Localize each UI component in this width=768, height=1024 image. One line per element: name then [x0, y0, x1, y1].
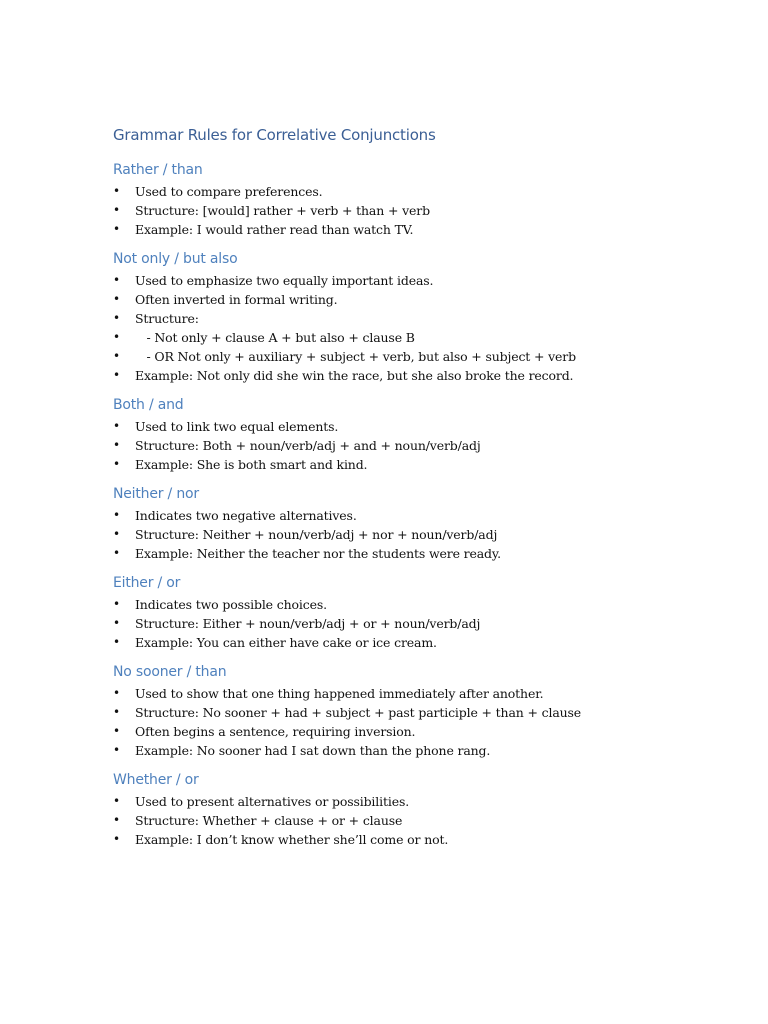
- bullet-list: [113, 506, 733, 563]
- section-heading: Rather / than: [113, 162, 203, 178]
- list-item: [113, 741, 733, 760]
- bullet-icon: •: [113, 597, 120, 611]
- bullet-icon: •: [113, 184, 120, 198]
- bullet-icon: •: [113, 368, 120, 382]
- section-heading: Both / and: [113, 397, 184, 413]
- bullet-icon: •: [113, 311, 120, 325]
- list-item-text: Often begins a sentence, requiring inversion.: [135, 724, 416, 739]
- list-item: [113, 417, 733, 436]
- section-heading: Either / or: [113, 575, 181, 591]
- list-item-text: Example: You can either have cake or ice cream.: [135, 635, 437, 650]
- bullet-icon: •: [113, 457, 120, 471]
- bullet-icon: •: [113, 724, 120, 738]
- list-item: [113, 347, 733, 366]
- bullet-icon: •: [113, 419, 120, 433]
- bullet-icon: •: [113, 527, 120, 541]
- list-item-text: Used to present alternatives or possibilities.: [135, 794, 410, 809]
- list-item-text: Indicates two possible choices.: [135, 597, 327, 612]
- list-item-text: Indicates two negative alternatives.: [135, 508, 357, 523]
- bullet-icon: •: [113, 203, 120, 217]
- list-item: [113, 684, 733, 703]
- list-item-text: Structure: Neither + noun/verb/adj + nor + noun/verb/adj: [135, 527, 498, 542]
- sections-container: [113, 160, 733, 849]
- bullet-icon: •: [113, 222, 120, 236]
- section-heading: Not only / but also: [113, 251, 238, 267]
- bullet-icon: •: [113, 438, 120, 452]
- section: [113, 395, 733, 474]
- list-item: [113, 722, 733, 741]
- section: [113, 573, 733, 652]
- bullet-icon: •: [113, 546, 120, 560]
- list-item: [113, 366, 733, 385]
- list-item: [113, 220, 733, 239]
- list-item-text: Structure: No sooner + had + subject + past participle + than + clause: [135, 705, 582, 720]
- list-item: [113, 290, 733, 309]
- bullet-icon: •: [113, 743, 120, 757]
- section-heading: Neither / nor: [113, 486, 199, 502]
- list-item: [113, 595, 733, 614]
- section-heading: Whether / or: [113, 772, 199, 788]
- list-item-text: Structure: Whether + clause + or + clause: [135, 813, 403, 828]
- section: [113, 160, 733, 239]
- bullet-icon: •: [113, 349, 120, 363]
- list-item-text: Used to link two equal elements.: [135, 419, 339, 434]
- list-item: [113, 525, 733, 544]
- list-item-text: Used to emphasize two equally important ideas.: [135, 273, 434, 288]
- list-item-text: Example: Not only did she win the race, but she also broke the record.: [135, 368, 574, 383]
- bullet-list: [113, 417, 733, 474]
- list-item-text: - Not only + clause A + but also + clause B: [135, 330, 415, 345]
- bullet-icon: •: [113, 292, 120, 306]
- section-heading: No sooner / than: [113, 664, 227, 680]
- document-title: Grammar Rules for Correlative Conjunctions: [113, 126, 436, 144]
- list-item-text: Structure: [would] rather + verb + than + verb: [135, 203, 430, 218]
- bullet-list: [113, 792, 733, 849]
- list-item-text: Example: She is both smart and kind.: [135, 457, 368, 472]
- section: [113, 249, 733, 385]
- document-page: [113, 124, 733, 859]
- list-item: [113, 506, 733, 525]
- list-item-text: - OR Not only + auxiliary + subject + verb, but also + subject + verb: [135, 349, 576, 364]
- list-item: [113, 703, 733, 722]
- bullet-icon: •: [113, 508, 120, 522]
- list-item-text: Structure: Both + noun/verb/adj + and + noun/verb/adj: [135, 438, 481, 453]
- list-item: [113, 614, 733, 633]
- list-item: [113, 201, 733, 220]
- list-item: [113, 811, 733, 830]
- bullet-list: [113, 182, 733, 239]
- bullet-icon: •: [113, 273, 120, 287]
- list-item-text: Used to compare preferences.: [135, 184, 323, 199]
- section: [113, 662, 733, 760]
- list-item: [113, 309, 733, 328]
- list-item: [113, 328, 733, 347]
- bullet-icon: •: [113, 832, 120, 846]
- section: [113, 484, 733, 563]
- list-item: [113, 182, 733, 201]
- list-item-text: Example: I would rather read than watch TV.: [135, 222, 414, 237]
- bullet-icon: •: [113, 330, 120, 344]
- list-item-text: Structure: Either + noun/verb/adj + or + noun/verb/adj: [135, 616, 481, 631]
- bullet-list: [113, 684, 733, 760]
- list-item-text: Used to show that one thing happened immediately after another.: [135, 686, 544, 701]
- bullet-icon: •: [113, 705, 120, 719]
- bullet-icon: •: [113, 686, 120, 700]
- list-item: [113, 544, 733, 563]
- list-item: [113, 436, 733, 455]
- list-item: [113, 792, 733, 811]
- bullet-icon: •: [113, 794, 120, 808]
- list-item: [113, 633, 733, 652]
- bullet-list: [113, 595, 733, 652]
- list-item-text: Example: I don’t know whether she’ll come or not.: [135, 832, 449, 847]
- list-item: [113, 271, 733, 290]
- list-item: [113, 830, 733, 849]
- list-item-text: Example: Neither the teacher nor the students were ready.: [135, 546, 501, 561]
- bullet-icon: •: [113, 635, 120, 649]
- list-item-text: Example: No sooner had I sat down than the phone rang.: [135, 743, 491, 758]
- section: [113, 770, 733, 849]
- bullet-icon: •: [113, 616, 120, 630]
- bullet-icon: •: [113, 813, 120, 827]
- bullet-list: [113, 271, 733, 385]
- list-item: [113, 455, 733, 474]
- list-item-text: Often inverted in formal writing.: [135, 292, 338, 307]
- list-item-text: Structure:: [135, 311, 199, 326]
